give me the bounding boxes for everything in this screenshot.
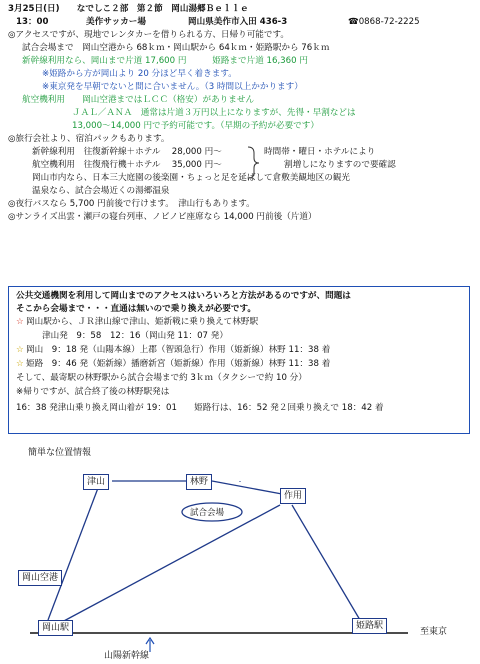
access-package: ◎旅行会社より、宿泊パックもあります。 bbox=[8, 134, 170, 144]
access-intro: ◎アクセスですが、現地でレンタカーを借りられる方、日帰り可能です。 bbox=[8, 30, 289, 40]
return-note: ※帰りですが、試合終了後の林野駅発は bbox=[16, 387, 170, 397]
route-2: 岡山 9：18 発（山陽本線）上郡（智頭急行）作用（姫新線）林野 11：38 着 bbox=[26, 345, 331, 355]
header-title: 3月25日(日) なでしこ２部 第２節 岡山湯郷Ｂｅｌｌｅ bbox=[8, 4, 249, 14]
transit-intro-2: そこから会場まで・・・直通は無いので乗り換えが必要です。 bbox=[16, 304, 256, 314]
access-sleeper-train: ◎サンライズ出雲・瀬戸の寝台列車、ノビノビ座席なら 14,000 円前後（片道） bbox=[8, 212, 317, 222]
header-venue: 美作サッカー場 bbox=[86, 17, 146, 27]
star-icon: ☆ bbox=[16, 317, 24, 327]
route-final: そして、最寄駅の林野駅から試合会場まで約 3ｋｍ（タクシーで約 10 分） bbox=[16, 373, 307, 383]
package-note-1: 時間帯・曜日・ホテルにより bbox=[264, 147, 376, 157]
access-air-lcc: 航空機利用 岡山空港まではＬＣＣ（格安）がありません bbox=[22, 95, 255, 105]
sightseeing-okayama: 岡山市内なら、日本三大庭園の後楽園・ちょっと足を延ばして倉敷美観地区の観光 bbox=[32, 173, 350, 183]
access-night-bus: ◎夜行バスなら 5,700 円前後で行けます。 津山行もあります。 bbox=[8, 199, 255, 209]
station-okayama: 岡山駅 bbox=[38, 620, 73, 636]
to-tokyo-label: 至東京 bbox=[420, 627, 448, 637]
access-himeji-note: ※姫路から方が岡山より 20 分ほど早く着きます。 bbox=[42, 69, 237, 79]
okayama-airport: 岡山空港 bbox=[18, 570, 62, 586]
map-title: 簡単な位置情報 bbox=[28, 448, 92, 458]
star-icon: ☆ bbox=[16, 345, 24, 355]
station-tsuyama: 津山 bbox=[83, 474, 109, 490]
route-1-times: 津山発 9：58 12：16（岡山発 11：07 発） bbox=[42, 331, 228, 341]
return-times: 16：38 発津山乗り換え岡山着が 19：01 姫路行は、16：52 発２回乗り換えで 18：42 着 bbox=[16, 403, 384, 413]
header-address: 岡山県美作市入田 436-3 bbox=[188, 17, 288, 27]
header-time: 13：00 bbox=[16, 17, 49, 27]
sightseeing-onsen: 温泉なら、試合会場近くの湯郷温泉 bbox=[32, 186, 170, 196]
access-air-fare: 13,000～14,000 円で予約可能です。（早期の予約が必要です） bbox=[72, 121, 319, 131]
access-jal-ana: ＪＡＬ／ＡＮＡ 通常は片道３万円以上になりますが、先得・早割などは bbox=[72, 108, 356, 118]
transit-intro-1: 公共交通機関を利用して岡山までのアクセスはいろいろと方法があるのですが、問題は bbox=[16, 291, 351, 301]
package-shinkansen: 新幹線利用 往復新幹線＋ホテル 28,000 円～ bbox=[32, 147, 222, 157]
sanyo-shinkansen-label: 山陽新幹線 bbox=[104, 651, 150, 661]
station-hayashino: 林野 bbox=[186, 474, 212, 490]
access-distances: 試合会場まで 岡山空港から 68ｋｍ・岡山駅から 64ｋｍ・姫路駅から 76ｋｍ bbox=[22, 43, 330, 53]
package-note-2: 割増しになりますので要確認 bbox=[284, 160, 396, 170]
header-tel: ☎0868-72-2225 bbox=[348, 17, 420, 27]
package-air: 航空機利用 往復飛行機＋ホテル 35,000 円～ bbox=[32, 160, 222, 170]
venue-label: 試合会場 bbox=[190, 508, 225, 518]
access-shinkansen-fare: 新幹線利用なら、岡山まで片道 17,600 円 姫路まで片道 16,360 円 bbox=[22, 56, 308, 66]
star-icon: ☆ bbox=[16, 359, 24, 369]
access-tokyo-note: ※東京発を早朝でないと間に合いません。（3 時間以上かかります） bbox=[42, 82, 303, 92]
station-himeji: 姫路駅 bbox=[352, 618, 387, 634]
route-1: 岡山駅から、ＪＲ津山線で津山、姫新戦に乗り換えて林野駅 bbox=[26, 317, 259, 327]
station-sayo: 作用 bbox=[280, 488, 306, 504]
route-3: 姫路 9：46 発（姫新線）播磨新宮（姫新線）作用（姫新線）林野 11：38 着 bbox=[26, 359, 331, 369]
